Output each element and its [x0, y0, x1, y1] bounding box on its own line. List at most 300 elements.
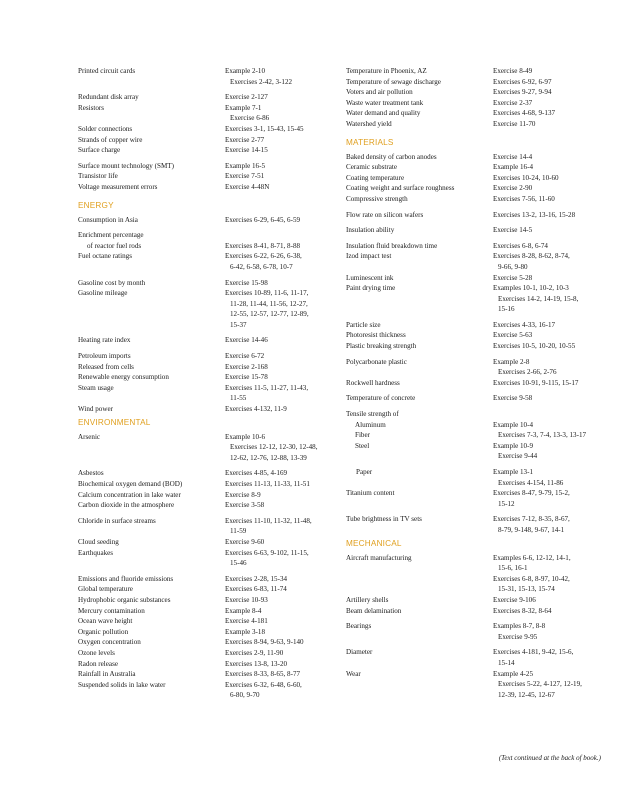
- entry-references: [225, 103, 340, 124]
- entry-references: [493, 467, 608, 488]
- entry-references: [493, 514, 608, 535]
- index-entry: [78, 92, 340, 103]
- entry-topic: [78, 278, 225, 289]
- index-entry: [346, 210, 608, 221]
- entry-topic: [346, 77, 493, 88]
- entry-topic: [78, 383, 225, 404]
- reference-line: Exercises 10-24, 10-60: [493, 173, 559, 182]
- reference-line: Exercises 6-29, 6-45, 6-59: [225, 215, 301, 224]
- topic-line: Voltage measurement errors: [78, 182, 158, 191]
- index-entry: [346, 66, 608, 77]
- topic-line: Rainfall in Australia: [78, 670, 136, 679]
- topic-line: Baked density of carbon anodes: [346, 152, 437, 161]
- index-entry: [78, 278, 340, 289]
- reference-line: Exercise 15-98: [225, 278, 268, 287]
- index-entry: [78, 516, 340, 537]
- reference-line: Exercises 6-8, 6-74: [493, 241, 548, 250]
- entry-topic: [78, 251, 225, 272]
- topic-line: Global temperature: [78, 585, 133, 594]
- reference-line: Example 4-25: [493, 669, 533, 678]
- entry-topic: [78, 182, 225, 193]
- entry-topic: [346, 66, 493, 77]
- reference-line: Example 16-4: [493, 163, 533, 172]
- index-entry: [346, 108, 608, 119]
- topic-line: Oxygen concentration: [78, 638, 141, 647]
- entry-topic: [78, 161, 225, 172]
- reference-line: Example 10-4: [493, 420, 533, 429]
- entry-topic: [78, 362, 225, 373]
- topic-line: Enrichment percentage: [78, 231, 144, 240]
- reference-line: Exercises 8-33, 8-65, 8-77: [225, 670, 301, 679]
- index-entry: [78, 230, 340, 251]
- reference-line: Exercises 8-28, 8-62, 8-74,: [493, 252, 570, 261]
- entry-topic: [78, 468, 225, 479]
- entry-topic: [78, 432, 225, 464]
- entry-topic: [78, 637, 225, 648]
- reference-line: 12-55, 12-57, 12-77, 12-89,: [230, 310, 309, 319]
- entry-references: [225, 161, 340, 172]
- reference-line: Example 16-5: [225, 161, 265, 170]
- entry-references: [225, 468, 340, 479]
- topic-line: Surface charge: [78, 146, 121, 155]
- entry-topic: [78, 616, 225, 627]
- reference-line: Exercise 2-90: [493, 184, 533, 193]
- index-entry: [346, 467, 608, 488]
- entry-topic: [78, 595, 225, 606]
- topic-line: Wind power: [78, 405, 113, 414]
- entry-references: [225, 616, 340, 627]
- topic-line: Arsenic: [78, 432, 101, 441]
- entry-topic: [346, 595, 493, 606]
- topic-line: Aluminum: [355, 420, 386, 429]
- index-entry: [346, 225, 608, 236]
- reference-line: Exercises 8-47, 9-79, 15-2,: [493, 489, 570, 498]
- reference-line: Exercises 6-63, 9-102, 11-15,: [225, 548, 309, 557]
- entry-topic: [346, 393, 493, 404]
- entry-topic: [346, 409, 493, 462]
- index-entry: [346, 320, 608, 331]
- reference-line: Exercises 6-22, 6-26, 6-38,: [225, 252, 302, 261]
- entry-topic: [78, 490, 225, 501]
- reference-line: Exercises 2-66, 2-76: [498, 368, 557, 377]
- index-entry: [78, 372, 340, 383]
- index-entry: [78, 584, 340, 595]
- reference-line: Exercise 6-86: [230, 114, 270, 123]
- entry-references: [493, 273, 608, 284]
- entry-topic: [346, 241, 493, 252]
- entry-topic: [346, 98, 493, 109]
- topic-line: Consumption in Asia: [78, 215, 138, 224]
- left-column: [78, 66, 340, 701]
- reference-line: Exercises 4-132, 11-9: [225, 405, 287, 414]
- topic-line: Hydrophobic organic substances: [78, 595, 171, 604]
- entry-topic: [78, 372, 225, 383]
- reference-line: Exercises 4-68, 9-137: [493, 109, 556, 118]
- entry-references: [225, 516, 340, 537]
- entry-references: [225, 288, 340, 330]
- entry-references: [493, 119, 608, 130]
- entry-references: [225, 135, 340, 146]
- entry-references: [493, 152, 608, 163]
- topic-line: Polycarbonate plastic: [346, 357, 407, 366]
- reference-line: Exercises 10-89, 11-6, 11-17,: [225, 289, 309, 298]
- index-entry: [78, 468, 340, 479]
- reference-line: Example 2-8: [493, 357, 530, 366]
- entry-topic: [346, 152, 493, 163]
- topic-line: Ceramic substrate: [346, 163, 398, 172]
- index-entry: [78, 288, 340, 330]
- index-entry: [78, 648, 340, 659]
- entry-topic: [78, 606, 225, 617]
- reference-line: Exercises 7-56, 11-60: [493, 194, 555, 203]
- index-entry: [346, 669, 608, 701]
- reference-line: Exercise 14-5: [493, 226, 533, 235]
- reference-line: Exercise 15-78: [225, 373, 268, 382]
- index-entry: [78, 161, 340, 172]
- entry-topic: [78, 230, 225, 251]
- entry-topic: [78, 135, 225, 146]
- topic-line: Temperature of concrete: [346, 394, 416, 403]
- reference-line: Examples 8-7, 8-8: [493, 622, 546, 631]
- topic-line: Gasoline mileage: [78, 289, 128, 298]
- entry-topic: [346, 273, 493, 284]
- index-entry: [78, 574, 340, 585]
- reference-line: Exercises 4-154, 11-86: [498, 478, 564, 487]
- entry-topic: [346, 669, 493, 701]
- reference-line: Example 10-9: [493, 441, 533, 450]
- reference-line: Exercises 4-181, 9-42, 15-6,: [493, 648, 574, 657]
- entry-topic: [78, 335, 225, 346]
- entry-references: [225, 251, 340, 272]
- entry-references: [493, 66, 608, 77]
- entry-topic: [346, 488, 493, 509]
- topic-line: Mercury contamination: [78, 606, 145, 615]
- entry-references: [225, 637, 340, 648]
- entry-topic: [346, 606, 493, 617]
- index-entry: [78, 182, 340, 193]
- index-entry: [78, 479, 340, 490]
- index-entry: [346, 606, 608, 617]
- topic-line: Printed circuit cards: [78, 67, 136, 75]
- entry-references: [493, 621, 608, 642]
- topic-line: Aircraft manufacturing: [346, 553, 412, 562]
- reference-line: Exercises 4-33, 16-17: [493, 320, 556, 329]
- entry-topic: [346, 87, 493, 98]
- reference-line: Example 7-1: [225, 103, 262, 112]
- index-entry: [346, 251, 608, 272]
- entry-references: [225, 680, 340, 701]
- index-entry: [346, 341, 608, 352]
- entry-references: [225, 362, 340, 373]
- topic-line: Radon release: [78, 659, 118, 668]
- index-entry: [78, 490, 340, 501]
- entry-references: [225, 335, 340, 346]
- index-entry: [78, 627, 340, 638]
- reference-line: Exercise 5-63: [493, 331, 533, 340]
- reference-line: Exercises 6-32, 6-48, 6-60,: [225, 680, 302, 689]
- entry-topic: [78, 627, 225, 638]
- reference-line: 15-37: [230, 320, 247, 329]
- topic-line: Chloride in surface streams: [78, 516, 156, 525]
- index-entry: [346, 553, 608, 595]
- reference-line: 15-6, 16-1: [498, 564, 528, 573]
- entry-references: [225, 351, 340, 362]
- entry-references: [493, 409, 608, 462]
- entry-references: [493, 210, 608, 221]
- reference-line: Exercises 2-9, 11-90: [225, 648, 284, 657]
- reference-line: [225, 230, 340, 241]
- topic-line: Steam usage: [78, 383, 114, 392]
- topic-line: Insulation ability: [346, 226, 395, 235]
- topic-line: Petroleum imports: [78, 352, 131, 361]
- reference-line: Exercise 7-51: [225, 172, 265, 181]
- reference-line: Exercises 14-2, 14-19, 15-8,: [498, 294, 579, 303]
- reference-line: Exercises 5-22, 4-127, 12-19,: [498, 680, 582, 689]
- index-entry: [78, 251, 340, 272]
- entry-topic: [346, 108, 493, 119]
- entry-references: [493, 98, 608, 109]
- reference-line: 15-31, 15-13, 15-74: [498, 585, 555, 594]
- topic-line: Calcium concentration in lake water: [78, 490, 181, 499]
- entry-references: [493, 283, 608, 315]
- entry-references: [225, 372, 340, 383]
- topic-line: Ozone levels: [78, 648, 115, 657]
- entry-topic: [346, 283, 493, 315]
- reference-line: Exercise 9-60: [225, 537, 265, 546]
- entry-topic: [78, 669, 225, 680]
- topic-line: of reactor fuel rods: [87, 241, 142, 250]
- entry-references: [493, 357, 608, 378]
- reference-line: Exercise 14-15: [225, 146, 268, 155]
- topic-line: Tensile strength of: [346, 410, 399, 419]
- entry-references: [493, 378, 608, 389]
- reference-line: Exercise 9-44: [498, 452, 538, 461]
- entry-topic: [78, 537, 225, 548]
- topic-line: Emissions and fluoride emissions: [78, 574, 174, 583]
- topic-line: Paint drying time: [346, 284, 396, 293]
- section-heading: MATERIALS: [346, 137, 394, 147]
- entry-topic: [78, 574, 225, 585]
- index-entry: [78, 103, 340, 124]
- entry-references: [493, 488, 608, 509]
- entry-topic: [346, 210, 493, 221]
- entry-references: [493, 108, 608, 119]
- entry-references: [225, 145, 340, 156]
- entry-references: [225, 537, 340, 548]
- topic-line: Fiber: [355, 431, 370, 440]
- reference-line: 12-39, 12-45, 12-67: [498, 690, 555, 699]
- entry-topic: [78, 171, 225, 182]
- reference-line: Exercise 2-37: [493, 98, 533, 107]
- section-heading: MECHANICAL: [346, 538, 402, 548]
- entry-topic: [346, 378, 493, 389]
- entry-references: [493, 87, 608, 98]
- topic-line: Resistors: [78, 103, 105, 112]
- topic-line: Beam delamination: [346, 606, 402, 615]
- topic-line: Artillery shells: [346, 595, 389, 604]
- reference-line: 11-59: [230, 527, 247, 536]
- topic-line: Solder connections: [78, 124, 133, 133]
- entry-topic: [346, 225, 493, 236]
- reference-line: Exercise 14-4: [493, 152, 533, 161]
- reference-line: Exercises 6-8, 8-97, 10-42,: [493, 574, 570, 583]
- topic-line: Particle size: [346, 320, 381, 329]
- reference-line: Example 2-10: [225, 67, 265, 75]
- reference-line: Exercises 8-32, 8-64: [493, 606, 552, 615]
- index-entry: [78, 606, 340, 617]
- topic-line: Luminescent ink: [346, 273, 394, 282]
- topic-line: Organic pollution: [78, 627, 129, 636]
- entry-topic: [78, 145, 225, 156]
- reference-line: Exercises 13-2, 13-16, 15-28: [493, 210, 576, 219]
- index-entry: [78, 171, 340, 182]
- entry-topic: [346, 357, 493, 378]
- reference-line: Exercises 13-8, 13-20: [225, 659, 288, 668]
- index-entry: [346, 119, 608, 130]
- section-heading: ENVIRONMENTAL: [78, 417, 151, 427]
- index-entry: [78, 124, 340, 135]
- entry-references: [493, 241, 608, 252]
- topic-line: Rockwell hardness: [346, 378, 400, 387]
- topic-line: Fuel octane ratings: [78, 252, 132, 261]
- entry-topic: [78, 103, 225, 124]
- reference-line: 11-28, 11-44, 11-56, 12-27,: [230, 299, 308, 308]
- topic-line: Flow rate on silicon wafers: [346, 210, 424, 219]
- reference-line: Example 13-1: [493, 468, 533, 476]
- spacer: [78, 193, 340, 198]
- topic-line: Bearings: [346, 622, 372, 631]
- entry-topic: [346, 621, 493, 642]
- entry-topic: [78, 584, 225, 595]
- reference-line: Exercise 8-9: [225, 490, 261, 499]
- entry-references: [225, 606, 340, 617]
- reference-line: Exercises 9-27, 9-94: [493, 88, 552, 97]
- entry-topic: [346, 341, 493, 352]
- entry-topic: [346, 173, 493, 184]
- reference-line: Exercise 2-127: [225, 93, 268, 102]
- entry-topic: [346, 647, 493, 668]
- reference-line: Exercise 4-48N: [225, 182, 270, 191]
- entry-references: [493, 162, 608, 173]
- entry-references: [225, 548, 340, 569]
- entry-references: [493, 251, 608, 272]
- entry-references: [225, 574, 340, 585]
- entry-topic: [346, 553, 493, 595]
- reference-line: 8-79, 9-148, 9-67, 14-1: [498, 525, 565, 534]
- entry-references: [493, 77, 608, 88]
- index-entry: [78, 537, 340, 548]
- topic-line: Earthquakes: [78, 548, 114, 557]
- index-entry: [346, 194, 608, 205]
- reference-line: Exercises 8-94, 9-63, 9-140: [225, 638, 304, 647]
- entry-references: [225, 383, 340, 404]
- reference-line: Example 8-4: [225, 606, 262, 615]
- entry-references: [493, 183, 608, 194]
- entry-references: [225, 171, 340, 182]
- reference-line: Exercise 14-46: [225, 336, 268, 345]
- section-heading: ENERGY: [78, 200, 114, 210]
- reference-line: 6-42, 6-58, 6-78, 10-7: [230, 262, 293, 271]
- reference-line: 15-14: [498, 658, 515, 667]
- topic-line: Plastic breaking strength: [346, 342, 417, 351]
- entry-references: [225, 182, 340, 193]
- index-entry: [346, 488, 608, 509]
- topic-line: Coating weight and surface roughness: [346, 184, 455, 193]
- topic-line: Ocean wave height: [78, 617, 133, 626]
- entry-topic: [346, 119, 493, 130]
- reference-line: 15-16: [498, 305, 515, 314]
- index-entry: [78, 215, 340, 226]
- entry-references: [493, 341, 608, 352]
- topic-line: Steel: [355, 441, 370, 450]
- index-entry: [78, 362, 340, 373]
- topic-line: Wear: [346, 669, 361, 678]
- topic-line: Coating temperature: [346, 173, 405, 182]
- entry-references: [225, 659, 340, 670]
- entry-topic: [346, 467, 493, 488]
- entry-topic: [78, 548, 225, 569]
- reference-line: 15-46: [230, 559, 247, 568]
- index-entry: [78, 351, 340, 362]
- index-entry: [78, 135, 340, 146]
- reference-line: Exercise 9-95: [498, 632, 538, 641]
- reference-line: 12-62, 12-76, 12-88, 13-39: [230, 453, 307, 462]
- topic-line: Titanium content: [346, 489, 395, 498]
- reference-line: Exercises 7-12, 8-35, 8-67,: [493, 515, 570, 524]
- topic-line: Strands of copper wire: [78, 135, 143, 144]
- reference-line: Exercises 2-42, 3-122: [230, 77, 293, 86]
- topic-line: Surface mount technology (SMT): [78, 161, 174, 170]
- reference-line: Exercises 12-12, 12-30, 12-48,: [230, 443, 318, 452]
- reference-line: Exercise 9-106: [493, 595, 536, 604]
- entry-references: [225, 230, 340, 251]
- topic-line: Insulation fluid breakdown time: [346, 241, 438, 250]
- reference-line: Exercise 9-58: [493, 394, 533, 403]
- entry-topic: [346, 183, 493, 194]
- reference-line: Exercise 2-168: [225, 362, 268, 371]
- reference-line: Examples 10-1, 10-2, 10-3: [493, 284, 569, 293]
- topic-line: Released from cells: [78, 362, 134, 371]
- reference-line: Exercises 8-41, 8-71, 8-88: [225, 241, 301, 250]
- entry-topic: [78, 288, 225, 330]
- topic-line: Diameter: [346, 648, 373, 657]
- reference-line: Example 10-6: [225, 432, 265, 441]
- entry-references: [493, 320, 608, 331]
- entry-references: [225, 584, 340, 595]
- entry-references: [225, 66, 340, 87]
- reference-line: Exercise 10-93: [225, 595, 268, 604]
- entry-references: [225, 404, 340, 415]
- entry-topic: [78, 500, 225, 511]
- reference-line: Exercise 2-77: [225, 135, 265, 144]
- index-entry: [346, 357, 608, 378]
- entry-references: [493, 595, 608, 606]
- entry-references: [225, 479, 340, 490]
- entry-references: [493, 553, 608, 595]
- entry-references: [225, 595, 340, 606]
- index-entry: [346, 241, 608, 252]
- entry-topic: [346, 194, 493, 205]
- entry-topic: [346, 251, 493, 272]
- reference-line: Exercise 6-72: [225, 352, 265, 361]
- topic-line: Asbestos: [78, 469, 104, 478]
- index-entry: [78, 669, 340, 680]
- topic-line: Gasoline cost by month: [78, 278, 146, 287]
- entry-references: [225, 215, 340, 226]
- reference-line: Exercise 8-49: [493, 67, 533, 75]
- reference-line: Exercise 11-70: [493, 119, 536, 128]
- entry-references: [493, 330, 608, 341]
